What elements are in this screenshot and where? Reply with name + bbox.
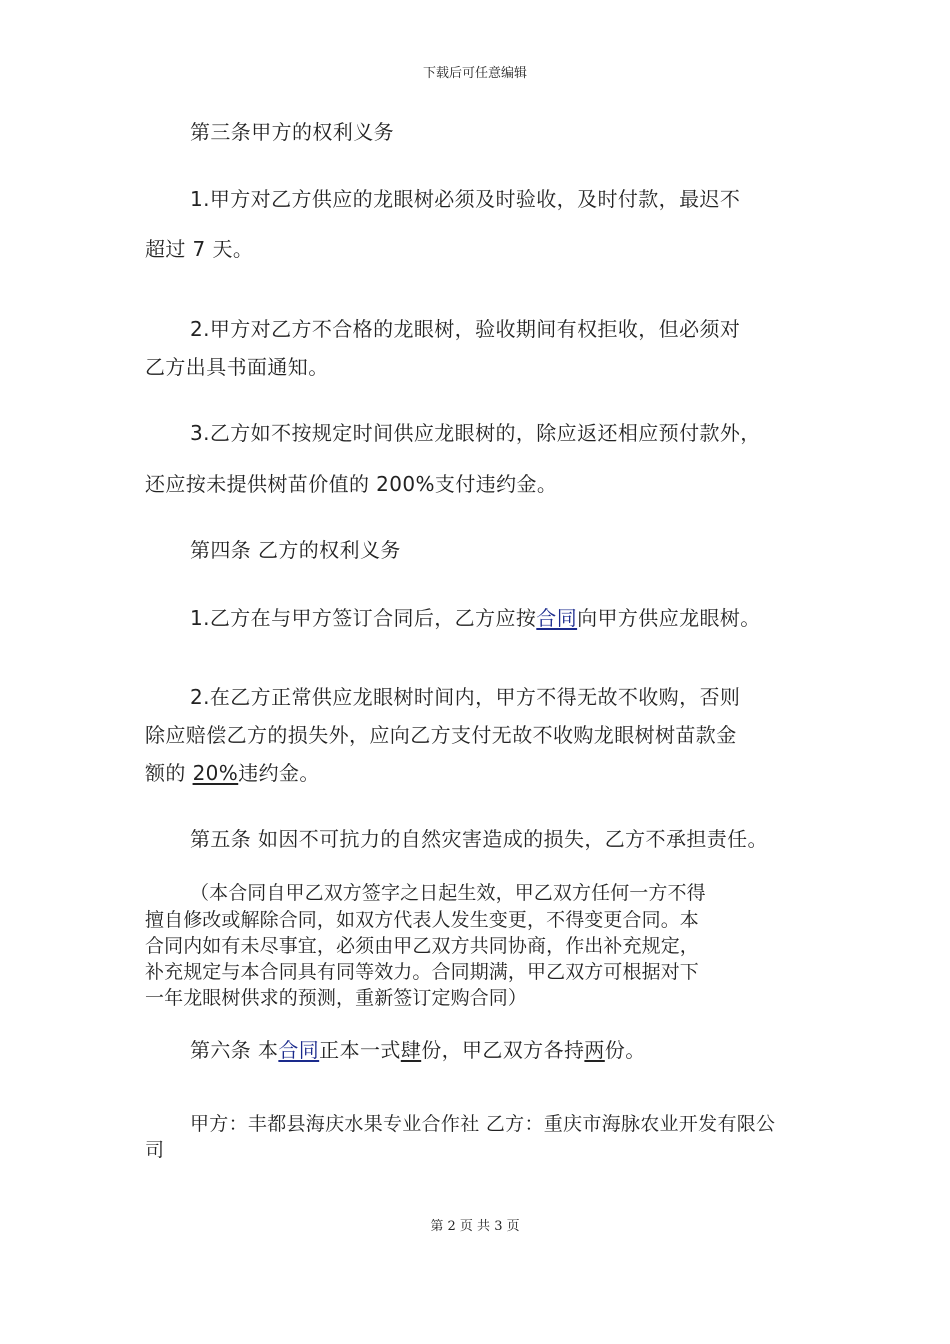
contract-link-2[interactable]: 合同 (278, 1038, 320, 1062)
article3-item1-line1: 1.甲方对乙方供应的龙眼树必须及时验收，及时付款，最迟不 (190, 187, 741, 211)
contract-link[interactable]: 合同 (536, 606, 578, 630)
article3-item2-line1: 2.甲方对乙方不合格的龙眼树，验收期间有权拒收，但必须对 (190, 317, 741, 341)
copies-count: 肆 (400, 1038, 422, 1062)
note-line5: 一年龙眼树供求的预测，重新签订定购合同） (145, 987, 528, 1009)
article6-mid: 正本一式 (319, 1038, 401, 1062)
penalty-percent: 20% (192, 761, 239, 785)
signature-line2: 司 (145, 1139, 165, 1161)
article4-item1-text-pre: 1.乙方在与甲方签订合同后，乙方应按 (190, 606, 537, 630)
page-footer: 第 2 页 共 3 页 (430, 1219, 520, 1234)
note-line1: （本合同自甲乙双方签字之日起生效，甲乙双方任何一方不得 (190, 882, 706, 904)
note-line3: 合同内如有未尽事宜，必须由甲乙双方共同协商，作出补充规定， (145, 935, 699, 957)
article4-item2-line2: 除应赔偿乙方的损失外，应向乙方支付无故不收购龙眼树树苗款金 (145, 723, 737, 747)
article3-item2-line2: 乙方出具书面通知。 (145, 355, 329, 379)
article3-item1-line2: 超过 7 天。 (145, 237, 254, 261)
page-header: 下载后可任意编辑 (422, 66, 527, 81)
article4-item2-line1: 2.在乙方正常供应龙眼树时间内，甲方不得无故不收购，否则 (190, 685, 741, 709)
article3-title: 第三条甲方的权利义务 (190, 120, 394, 144)
copies-each: 两 (584, 1038, 605, 1062)
article6-pre: 第六条 本 (190, 1038, 279, 1062)
article6-mid2: 份，甲乙双方各持 (421, 1038, 585, 1062)
article6 (190, 1038, 646, 1062)
signature-line1: 甲方：丰都县海庆水果专业合作社 乙方：重庆市海脉农业开发有限公 (190, 1113, 776, 1135)
note-line4: 补充规定与本合同具有同等效力。合同期满，甲乙双方可根据对下 (145, 961, 699, 983)
article4-item2-line3-pre: 额的 (145, 761, 193, 785)
article4-item1-text-post: 向甲方供应龙眼树。 (577, 606, 761, 630)
article4-item1 (190, 606, 761, 630)
note-line2: 擅自修改或解除合同，如双方代表人发生变更，不得变更合同。本 (145, 909, 699, 931)
article4-title: 第四条 乙方的权利义务 (190, 538, 401, 562)
article3-item3-line2: 还应按未提供树苗价值的 200%支付违约金。 (145, 472, 558, 496)
article4-item2-line3-post: 违约金。 (238, 761, 320, 785)
article3-item3-line1: 3.乙方如不按规定时间供应龙眼树的，除应返还相应预付款外， (190, 421, 761, 445)
article4-item2-line3 (145, 761, 320, 785)
article5-text: 第五条 如因不可抗力的自然灾害造成的损失，乙方不承担责任。 (190, 827, 768, 851)
article6-post: 份。 (604, 1038, 646, 1062)
